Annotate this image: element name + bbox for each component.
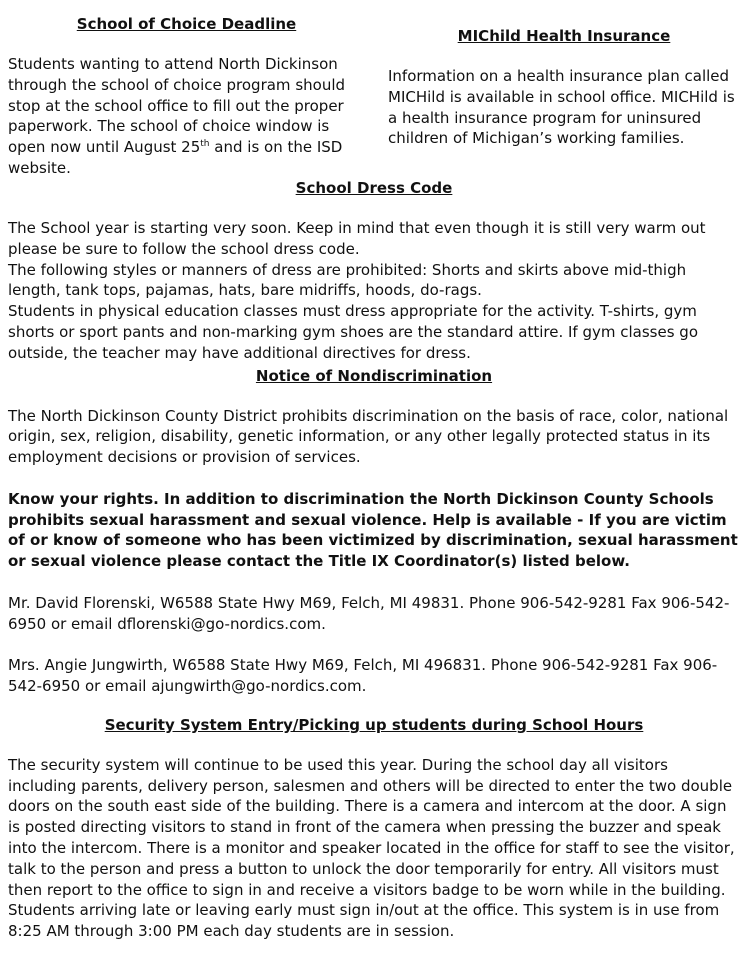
spacer bbox=[8, 572, 740, 593]
school-choice-body bbox=[8, 54, 365, 179]
nondiscrimination-para: The North Dickinson County District prohibits discrimination on the basis of race, color, national origin, sex, religion, disability, genetic information, or any other legally protected status in its employment decisions or provision of services. bbox=[8, 406, 729, 467]
dress-code-title: School Dress Code bbox=[295, 179, 453, 197]
michild-section bbox=[388, 14, 740, 178]
school-choice-title: School of Choice Deadline bbox=[76, 15, 297, 33]
school-choice-body-end: and is on the ISD website. bbox=[8, 138, 343, 177]
security-section bbox=[8, 715, 740, 942]
coordinator-contact-1: Mr. David Florenski, W6588 State Hwy M69, Felch, MI 49831. Phone 906-542-9281 Fax 906-542-6950 or email dflorenski@go-nordics.com. bbox=[8, 593, 730, 633]
michild-body: Information on a health insurance plan called MICHild is available in school office. MICHild is a health insurance program for uninsured children of Michigan’s working families. bbox=[388, 67, 735, 148]
dress-code-para-3: Students in physical education classes must dress appropriate for the activity. T-shirts, gym shorts or sport pants and non-marking gym shoes are the standard attire. If gym classes go outside, the teacher may have additional directives for dress. bbox=[8, 302, 698, 362]
nondiscrimination-title: Notice of Nondiscrimination bbox=[255, 366, 493, 385]
spacer bbox=[8, 468, 740, 489]
dress-code-para-1: The School year is starting very soon. Keep in mind that even though it is still very warm out please be sure to follow the school dress code. bbox=[8, 219, 706, 258]
nondiscrimination-section bbox=[8, 366, 740, 697]
security-body: The security system will continue to be used this year. During the school day all visitors including parents, delivery person, salesmen and others will be directed to enter the two double doors on the south east side of the building. There is a camera and intercom at the door. A sign is posted directing visitors to stand in front of the camera when pressing the buzzer and speak into the intercom. There is a monitor and speaker located in the office for staff to see the visitor, talk to the person and press a button to unlock the door temporarily for entry. All visitors must then report to the office to sign in and receive a visitors badge to be worn while in the building. Students arriving late or leaving early must sign in/out at the office. This system is in use from 8:25 AM through 3:00 PM each day students are in session. bbox=[8, 755, 735, 941]
school-choice-section bbox=[8, 14, 365, 178]
date-superscript: th bbox=[200, 139, 210, 150]
spacer bbox=[8, 634, 740, 655]
dress-code-section bbox=[8, 178, 740, 364]
know-your-rights-para: Know your rights. In addition to discrimination the North Dickinson County Schools prohibits sexual harassment and sexual violence. Help is available - If you are victim of or know of someone who has been victimized by discrimination, sexual harassment or sexual violence please contact the Title IX Coordinator(s) listed below. bbox=[8, 489, 738, 571]
security-title: Security System Entry/Picking up students during School Hours bbox=[104, 715, 644, 734]
newsletter-page bbox=[8, 14, 740, 942]
school-choice-body-text: Students wanting to attend North Dickinson through the school of choice program should stop at the school office to fill out the proper paperwork. The school of choice window is open now until August 25 bbox=[8, 55, 346, 157]
top-columns bbox=[8, 14, 740, 178]
michild-title: MIChild Health Insurance bbox=[457, 27, 671, 45]
dress-code-para-2: The following styles or manners of dress are prohibited: Shorts and skirts above mid-thigh length, tank tops, pajamas, hats, bare midriffs, hoods, do-rags. bbox=[8, 260, 687, 300]
coordinator-contact-2: Mrs. Angie Jungwirth, W6588 State Hwy M69, Felch, MI 496831. Phone 906-542-9281 Fax 906-542-6950 or email ajungwirth@go-nordics.com. bbox=[8, 656, 718, 695]
